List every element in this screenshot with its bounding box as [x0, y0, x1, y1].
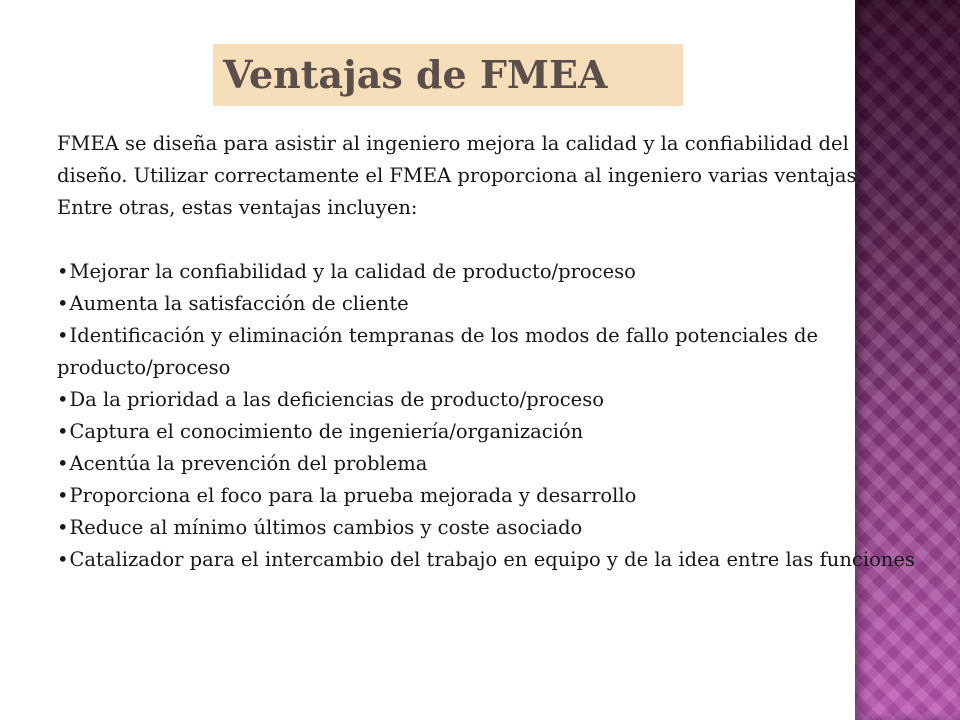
title-banner	[213, 44, 683, 106]
list-item-text: Proporciona el foco para la prueba mejorada y desarrollo	[69, 484, 637, 507]
bullet-icon: •	[57, 292, 69, 315]
list-item-text: Aumenta la satisfacción de cliente	[69, 292, 409, 315]
list-item-text: Mejorar la confiabilidad y la calidad de producto/proceso	[69, 260, 636, 283]
slide-title: Ventajas de FMEA	[223, 52, 608, 97]
bullet-icon: •	[57, 420, 69, 443]
bullet-icon: •	[57, 516, 69, 539]
bullet-icon: •	[57, 484, 69, 507]
slide-body	[57, 128, 917, 576]
list-item	[57, 384, 917, 416]
list-item-text: Acentúa la prevención del problema	[69, 452, 428, 475]
bullet-icon: •	[57, 388, 69, 411]
list-item	[57, 512, 917, 544]
paragraph-spacer	[57, 224, 917, 256]
list-item	[57, 480, 917, 512]
list-item	[57, 320, 917, 384]
list-item-text: Identificación y eliminación tempranas de los modos de fallo potenciales de producto/proceso	[57, 324, 819, 379]
list-item-text: Catalizador para el intercambio del trabajo en equipo y de la idea entre las funciones	[69, 548, 915, 571]
list-item	[57, 544, 917, 576]
list-item-text: Captura el conocimiento de ingeniería/organización	[69, 420, 584, 443]
list-item-text: Da la prioridad a las deficiencias de producto/proceso	[69, 388, 604, 411]
list-item	[57, 256, 917, 288]
list-item	[57, 416, 917, 448]
list-item-text: Reduce al mínimo últimos cambios y coste asociado	[69, 516, 583, 539]
list-item	[57, 288, 917, 320]
bullet-icon: •	[57, 548, 69, 571]
lead-sentence: Entre otras, estas ventajas incluyen:	[57, 196, 418, 219]
bullet-icon: •	[57, 452, 69, 475]
advantages-list	[57, 256, 917, 576]
intro-paragraph: FMEA se diseña para asistir al ingeniero mejora la calidad y la confiabilidad del diseño. Utilizar correctamente el FMEA proporciona al ingeniero varias ventajas.	[57, 132, 863, 187]
bullet-icon: •	[57, 324, 69, 347]
list-item	[57, 448, 917, 480]
bullet-icon: •	[57, 260, 69, 283]
